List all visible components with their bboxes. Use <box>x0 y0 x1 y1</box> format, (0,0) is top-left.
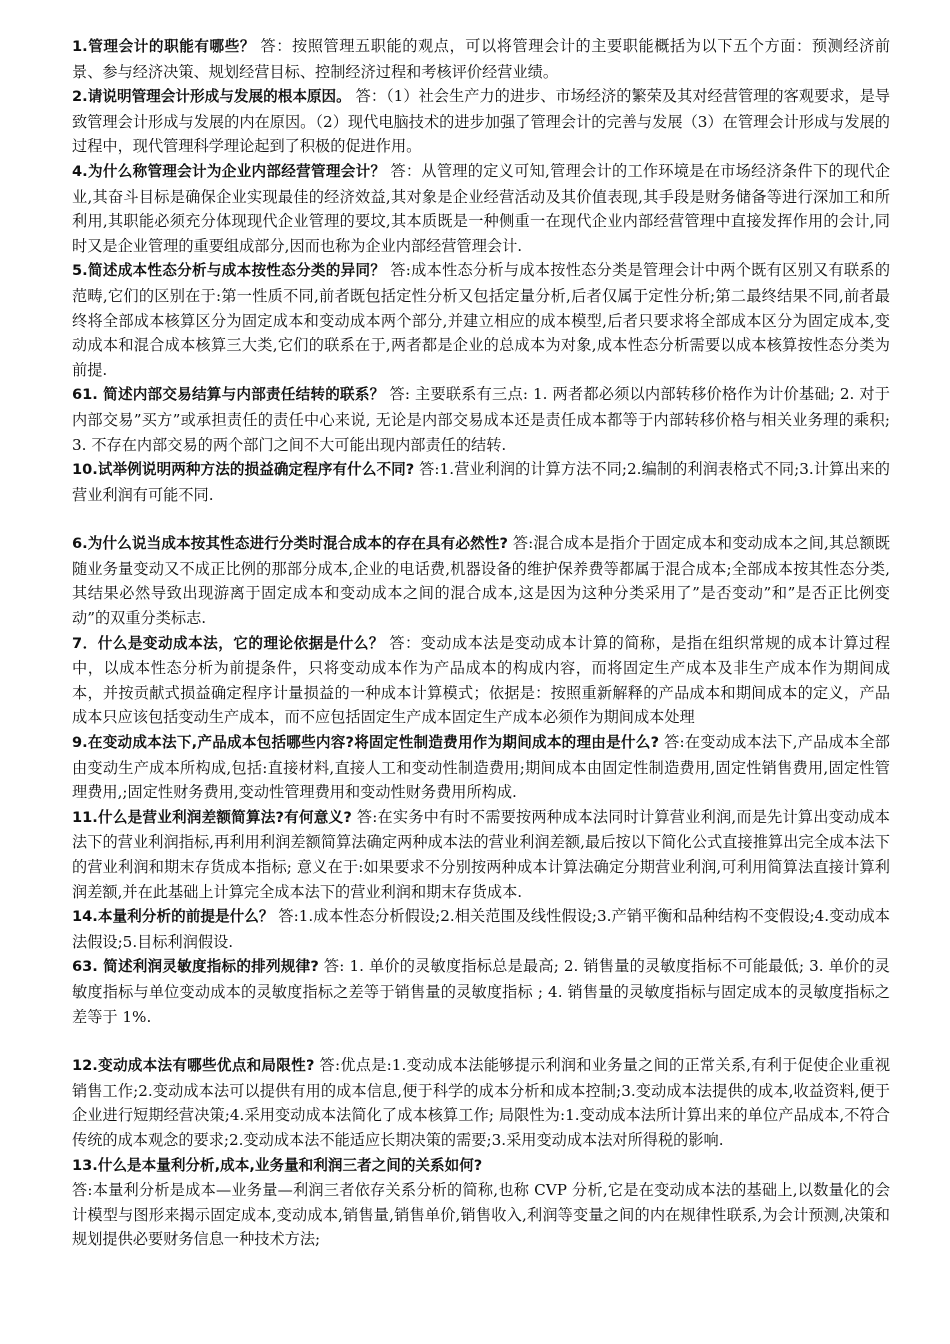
qa-item-63 <box>72 954 890 1029</box>
question: 5.简述成本性态分析与成本按性态分类的异同？ <box>72 262 386 280</box>
question: 11.什么是营业利润差额简算法?有何意义? <box>72 808 352 826</box>
answer: 答:优点是:1.变动成本法能够提示利润和业务量之间的正常关系,有利于促使企业重视销售工作;2.变动成本法可以提供有用的成本信息,便于科学的成本分析和成本控制;3.变动成本法提供的成本,收益资料,便于企业进行短期经营决策;4.采用变动成本法简化了成本核算工作; 局限性为:1.变动成本法所计算出来的单位产品成本,不符合传统的成本观念的要求;2.变动成本法不能适应长期决策的需要;3.采用变动成本法对所得税的影响. <box>72 1056 891 1149</box>
paragraph-gap <box>72 507 890 531</box>
question: 7．什么是变动成本法，它的理论依据是什么？ <box>72 634 384 652</box>
question: 9.在变动成本法下,产品成本包括哪些内容?将固定性制造费用作为期间成本的理由是什么? <box>72 734 660 752</box>
answer: 答:本量利分析是成本—业务量—利润三者依存关系分析的简称,也称 CVP 分析,它是在变动成本法的基础上,以数量化的会计模型与图形来揭示固定成本,变动成本,销售量,销售单价,销售收入,利润等变量之间的内在规律性联系,为会计预测,决策和规划提供必要财务信息一种技术方法; <box>72 1181 891 1249</box>
answer: 答:混合成本是指介于固定成本和变动成本之间,其总额既随业务量变动又不成正比例的那部分成本,企业的电话费,机器设备的维护保养费等都属于混合成本;全部成本按其性态分类,其结果必然导致出现游离于固定成本和变动成本之间的混合成本,这是因为这种分类采用了”是否变动”和”是否正比例变动”的双重分类标志. <box>72 534 890 628</box>
answer: 答：（1）社会生产力的进步、市场经济的繁荣及其对经营管理的客观要求，是导致管理会计形成与发展的内在原因。（2）现代电脑技术的进步加强了管理会计的完善与发展（3）在管理会计形成与发展的过程中，现代管理科学理论起到了积极的促进作用。 <box>72 87 891 156</box>
qa-item-6 <box>72 531 890 630</box>
answer: 答：从管理的定义可知,管理会计的工作环境是在市场经济条件下的现代企业,其奋斗目标是确保企业实现最佳的经济效益,其对象是企业经营活动及其价值表现,其手段是财务储备等进行深加工和所利用,其职能必须充分体现现代企业管理的要坟,其本质既是一种侧重一在现代企业内部经营管理中直接发挥作用的会计,同时又是企业管理的重要组成部分,因而也称为企业内部经营管理会计. <box>72 161 891 255</box>
qa-item-10 <box>72 457 890 507</box>
answer: 答:1.营业利润的计算方法不同;2.编制的利润表格式不同;3.计算出来的营业利润有可能不同. <box>72 460 890 504</box>
question: 14.本量利分析的前提是什么？ <box>72 908 274 926</box>
answer: 答:成本性态分析与成本按性态分类是管理会计中两个既有区别又有联系的范畴,它们的区别在于:第一性质不同,前者既包括定性分析又包括定量分析,后者仅属于定性分析;第二最终结果不同,前者最终将全部成本核算区分为固定成本和变动成本两个部分,并建立相应的成本模型,后者只要求将全部成本区分为固定成本,变动成本和混合成本核算三大类,它们的联系在于,两者都是企业的总成本为对象,成本性态分析需要以成本核算按性态分类为前提. <box>72 261 891 379</box>
question: 12.变动成本法有哪些优点和局限性? <box>72 1057 315 1075</box>
qa-item-7 <box>72 631 890 730</box>
answer: 答:在实务中有时不需要按两种成本法同时计算营业利润,而是先计算出变动成本法下的营业利润指标,再利用利润差额简算法确定两种成本法的营业利润差额,最后按以下简化公式直接推算出完全成本法下的营业利润和期末存货成本指标; 意义在于:如果要求不分别按两种成本计算法确定分期营业利润,可利用简算法直接计算利润差额,并在此基础上计算完全成本法下的营业利润和期末存货成本. <box>72 807 890 901</box>
answer: 答:1.成本性态分析假设;2.相关范围及线性假设;3.产销平衡和品种结构不变假设;4.变动成本法假设;5.目标利润假设. <box>72 907 890 951</box>
question: 10.试举例说明两种方法的损益确定程序有什么不同? <box>72 461 415 479</box>
qa-item-13 <box>72 1153 890 1252</box>
qa-item-12 <box>72 1053 890 1152</box>
qa-item-9 <box>72 730 890 805</box>
qa-item-5 <box>72 258 890 382</box>
answer: 答: 主要联系有三点: 1. 两者都必须以内部转移价格作为计价基础; 2. 对于内部交易”买方”或承担责任的责任中心来说, 无论是内部交易成本还是责任成本都等于内部转移价格与相关业务理的乘积; 3. 不存在内部交易的两个部门之间不大可能出现内部责任的结转. <box>72 385 890 454</box>
answer: 答：变动成本法是变动成本计算的简称，是指在组织常规的成本计算过程中，以成本性态分析为前提条件，只将变动成本作为产品成本的构成内容，而将固定生产成本及非生产成本作为期间成本，并按贡献式损益确定程序计量损益的一种成本计算模式；依据是：按照重新解释的产品成本和期间成本的定义，产品成本只应该包括变动生产成本，而不应包括固定生产成本固定生产成本必须作为期间成本处理 <box>72 633 891 727</box>
answer: 答：按照管理五职能的观点，可以将管理会计的主要职能概括为以下五个方面：预测经济前景、参与经济决策、规划经营目标、控制经济过程和考核评价经营业绩。 <box>72 37 891 81</box>
qa-item-14 <box>72 904 890 954</box>
question: 1.管理会计的职能有哪些？ <box>72 38 256 55</box>
qa-item-11 <box>72 805 890 904</box>
answer: 答: 1. 单价的灵敏度指标总是最高; 2. 销售量的灵敏度指标不可能最低; 3. 单价的灵敏度指标与单位变动成本的灵敏度指标之差等于销售量的灵敏度指标 ; 4. 销售量的灵敏度指标与固定成本的灵敏度指标之差等于 1%. <box>72 957 890 1026</box>
qa-item-2 <box>72 84 890 159</box>
question: 61. 简述内部交易结算与内部责任结转的联系？ <box>72 386 385 404</box>
paragraph-gap <box>72 1029 890 1053</box>
question: 6.为什么说当成本按其性态进行分类时混合成本的存在具有必然性? <box>72 535 508 553</box>
qa-item-4 <box>72 159 890 258</box>
qa-item-1 <box>72 34 890 84</box>
question: 63. 简述利润灵敏度指标的排列规律? <box>72 958 319 976</box>
question: 13.什么是本量利分析,成本,业务量和利润三者之间的关系如何? <box>72 1156 483 1174</box>
question: 2.请说明管理会计形成与发展的根本原因。 <box>72 88 351 106</box>
question: 4.为什么称管理会计为企业内部经营管理会计？ <box>72 162 386 180</box>
qa-item-61 <box>72 382 890 457</box>
answer: 答:在变动成本法下,产品成本全部由变动生产成本所构成,包括:直接材料,直接人工和变动性制造费用;期间成本由固定性制造费用,固定性销售费用,固定性管理费用,;固定性财务费用,变动性管理费用和变动性财务费用所构成. <box>72 733 890 802</box>
